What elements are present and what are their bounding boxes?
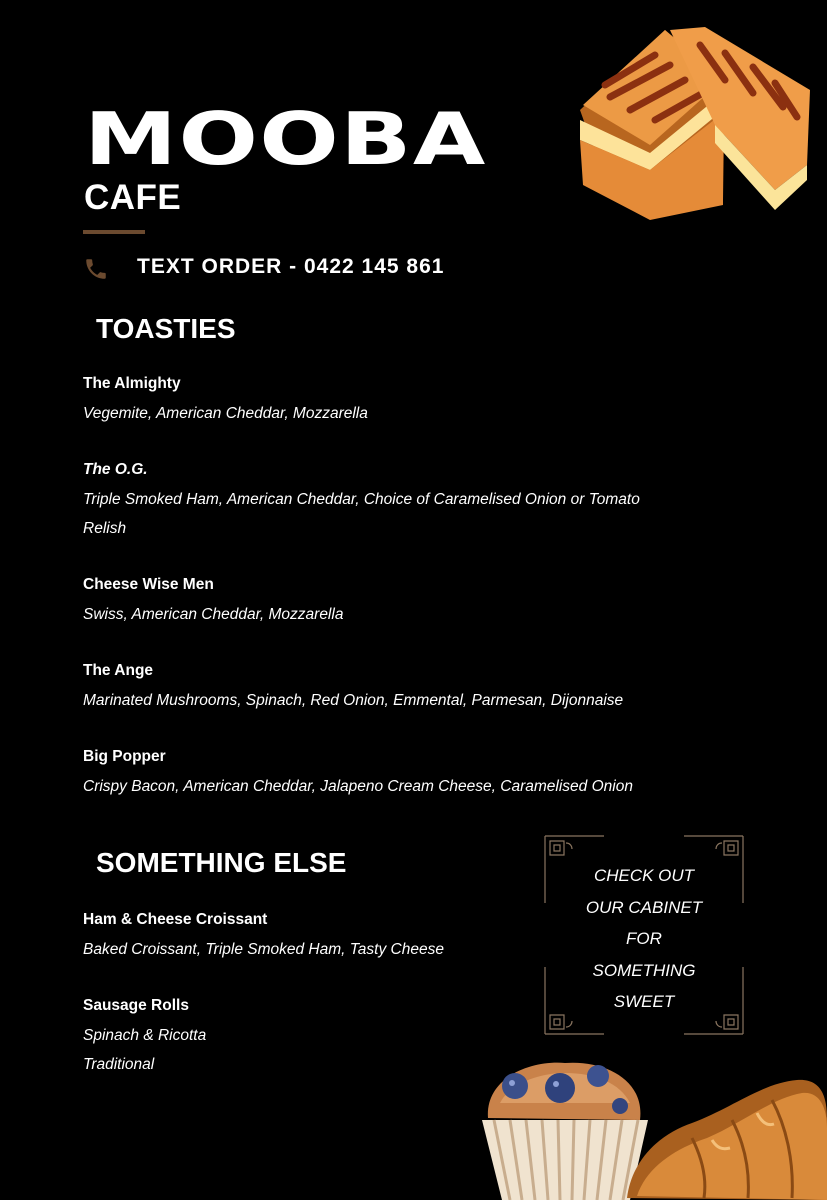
item-desc: Traditional [83, 1056, 155, 1073]
item-desc: Marinated Mushrooms, Spinach, Red Onion, Emmental, Parmesan, Dijonnaise [83, 692, 624, 709]
item-desc: Triple Smoked Ham, American Cheddar, Choice of Caramelised Onion or Tomato [83, 491, 640, 508]
croissant-icon [622, 1078, 827, 1200]
brand-subtitle: CAFE [84, 178, 182, 217]
brand-title: MOOBA [84, 97, 487, 181]
phone-icon [83, 256, 109, 282]
section-title-toasties: TOASTIES [96, 313, 236, 344]
item-name: The Almighty [83, 375, 181, 392]
item-desc: Relish [83, 520, 127, 537]
item-desc: Swiss, American Cheddar, Mozzarella [83, 606, 344, 623]
cabinet-text [544, 860, 744, 1018]
divider [83, 230, 145, 234]
text-order-label: TEXT ORDER - 0422 145 861 [137, 255, 445, 278]
cabinet-line: OUR CABINET [585, 897, 703, 917]
cabinet-callout [544, 835, 744, 1035]
item-desc: Baked Croissant, Triple Smoked Ham, Tasty Cheese [83, 941, 444, 958]
item-name: The Ange [83, 662, 154, 679]
item-desc: Spinach & Ricotta [83, 1027, 207, 1044]
cabinet-line: SOMETHING [592, 960, 696, 980]
item-name: The O.G. [83, 461, 148, 478]
item-name: Big Popper [83, 748, 166, 765]
item-desc: Vegemite, American Cheddar, Mozzarella [83, 405, 368, 422]
section-title-something-else: SOMETHING ELSE [96, 847, 347, 878]
cabinet-line: SWEET [613, 992, 675, 1011]
cabinet-line: FOR [626, 929, 662, 948]
toastie-icon [575, 25, 815, 225]
item-desc: Crispy Bacon, American Cheddar, Jalapeno Cream Cheese, Caramelised Onion [83, 778, 633, 795]
item-name: Sausage Rolls [83, 997, 189, 1014]
item-name: Ham & Cheese Croissant [83, 911, 268, 928]
item-name: Cheese Wise Men [83, 576, 214, 593]
cabinet-line: CHECK OUT [593, 866, 695, 885]
